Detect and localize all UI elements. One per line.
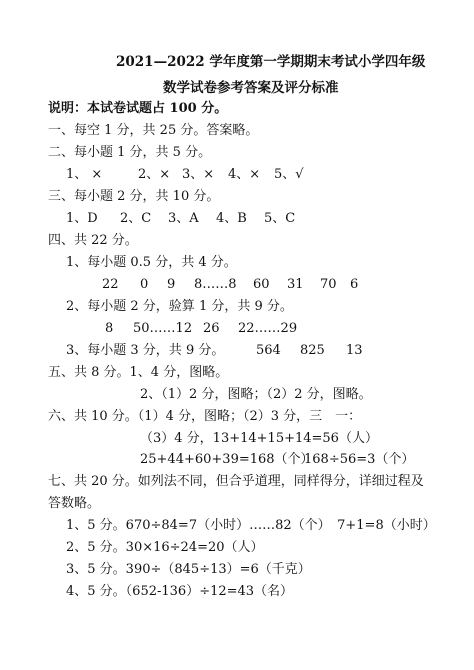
section-4-q1-answer: 0 xyxy=(140,277,149,292)
section-2-answer: 1、 × xyxy=(66,167,103,182)
section-3-heading: 三、每小题 2 分，共 10 分。 xyxy=(48,189,220,204)
section-7-question-1: 1、5 分。670÷84=7（小时）……82（个） 7+1=8（小时） xyxy=(66,518,436,533)
section-3-answer: 5、C xyxy=(264,211,296,226)
section-2-answer: 5、√ xyxy=(274,167,304,182)
section-4-q2-answer: 8 xyxy=(105,321,114,336)
section-7-question-3: 3、5 分。390÷（845÷13）=6（千克） xyxy=(66,562,311,577)
section-3-answer: 4、B xyxy=(216,211,247,226)
document-title-line2: 数学试卷参考答案及评分标准 xyxy=(163,80,339,96)
section-4-q1-answer: 8……8 xyxy=(194,277,237,292)
section-1-heading: 一、每空 1 分，共 25 分。答案略。 xyxy=(48,123,259,138)
section-2-answer: 4、× xyxy=(228,167,261,182)
section-7-question-4: 4、5 分。（652-136）÷12=43（名） xyxy=(66,584,294,599)
section-4-q1-answer: 6 xyxy=(350,277,359,292)
section-6-calc-average: 168÷56=3（个） xyxy=(304,452,415,467)
section-2-heading: 二、每小题 1 分，共 5 分。 xyxy=(48,145,212,160)
section-7-continued: 答数略。 xyxy=(48,496,101,511)
section-5-heading: 五、共 8 分。1、4 分，图略。 xyxy=(48,365,229,380)
section-4-q3-answer: 13 xyxy=(346,343,363,358)
section-4-q1-answer: 9 xyxy=(167,277,176,292)
section-4-question-3: 3、每小题 3 分，共 9 分。 xyxy=(66,343,225,358)
document-title-line1: 2021—2022 学年度第一学期期末考试小学四年级 xyxy=(116,54,426,70)
section-3-answer: 1、D xyxy=(66,211,98,226)
section-3-answer: 2、C xyxy=(120,211,152,226)
instructions-note: 说明：本试卷试题占 100 分。 xyxy=(48,101,228,116)
section-4-q1-answer: 31 xyxy=(287,277,304,292)
section-4-q1-answer: 60 xyxy=(253,277,270,292)
section-4-question-2: 2、每小题 2 分，验算 1 分，共 9 分。 xyxy=(66,299,293,314)
section-4-q2-answer: 26 xyxy=(203,321,220,336)
section-3-answer: 3、A xyxy=(168,211,199,226)
section-4-heading: 四、共 22 分。 xyxy=(48,233,138,248)
section-6-question-3: （3）4 分，13+14+15+14=56（人） xyxy=(140,431,378,446)
section-4-q3-answer: 564 xyxy=(256,343,281,358)
section-2-answer: 3、× xyxy=(182,167,215,182)
section-7-heading: 七、共 20 分。如列法不同，但合乎道理，同样得分，详细过程及 xyxy=(48,474,424,489)
section-4-q1-answer: 22 xyxy=(102,277,119,292)
section-6-heading: 六、共 10 分。（1）4 分，图略；（2）3 分，三 一： xyxy=(48,409,362,424)
section-4-q2-answer: 22……29 xyxy=(238,321,298,336)
section-4-q2-answer: 50……12 xyxy=(133,321,193,336)
section-7-question-2: 2、5 分。30×16÷24=20（人） xyxy=(66,540,264,555)
section-6-calc-total: 25+44+60+39=168（个） xyxy=(140,452,314,467)
section-5-question-2: 2、（1）2 分，图略；（2）2 分，图略。 xyxy=(140,387,372,402)
section-2-answer: 2、× xyxy=(138,167,171,182)
section-4-q1-answer: 70 xyxy=(320,277,337,292)
section-4-q3-answer: 825 xyxy=(300,343,325,358)
section-4-question-1: 1、每小题 0.5 分，共 4 分。 xyxy=(66,255,237,270)
